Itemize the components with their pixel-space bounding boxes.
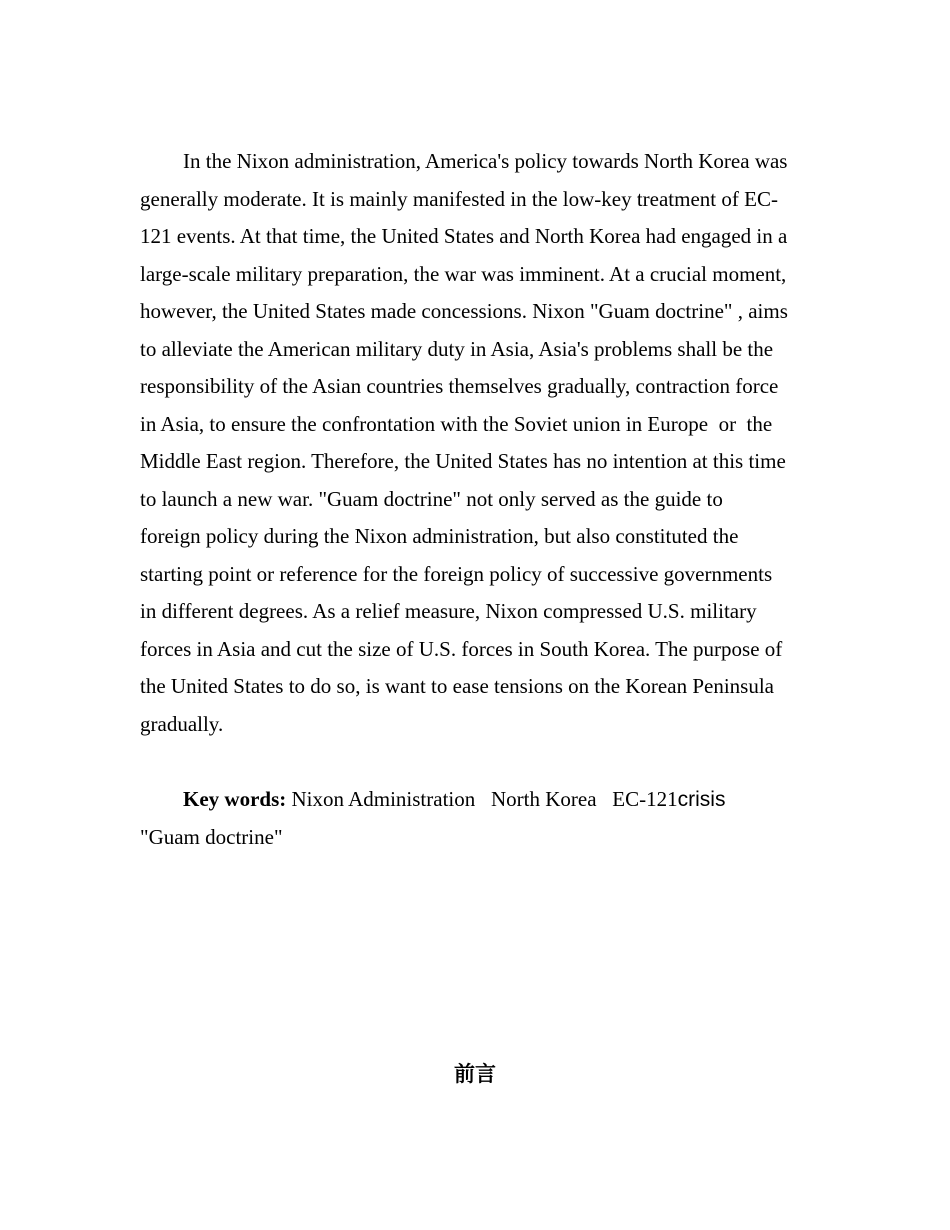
keywords-block — [140, 781, 812, 856]
abstract-line: to alleviate the American military duty in Asia, Asia's problems shall be the — [140, 336, 774, 361]
abstract-line: large-scale military preparation, the war was imminent. At a crucial moment, — [140, 261, 787, 286]
keywords-label: Key words: — [183, 787, 287, 811]
abstract-line: forces in Asia and cut the size of U.S. forces in South Korea. The purpose of — [140, 636, 783, 661]
abstract-line: however, the United States made concessions. Nixon "Guam doctrine" , aims — [140, 299, 788, 323]
abstract-line: In the Nixon administration, America's policy towards North Korea was — [183, 149, 788, 173]
abstract-paragraph — [140, 143, 812, 743]
abstract-line: generally moderate. It is mainly manifested in the low-key treatment of EC- — [140, 186, 778, 211]
keywords-continuation: "Guam doctrine" — [140, 824, 283, 849]
abstract-line: foreign policy during the Nixon administration, but also constituted the — [140, 524, 739, 548]
keywords-items: Nixon Administration North Korea EC-121 — [286, 787, 678, 811]
keywords-items-tail: crisis — [677, 788, 726, 811]
abstract-line: 121 events. At that time, the United States and North Korea had engaged in a — [140, 224, 788, 248]
abstract-line: Middle East region. Therefore, the United States has no intention at this time — [140, 449, 786, 473]
keywords-line — [140, 781, 812, 819]
abstract-line: gradually. — [140, 711, 224, 736]
abstract-line: to launch a new war. "Guam doctrine" not only served as the guide to — [140, 486, 723, 511]
abstract-line: in different degrees. As a relief measure, Nixon compressed U.S. military — [140, 599, 757, 623]
section-heading: 前言 — [454, 1062, 496, 1086]
abstract-line: in Asia, to ensure the confrontation with the Soviet union in Europe or the — [140, 411, 773, 436]
abstract-line: starting point or reference for the foreign policy of successive governments — [140, 561, 773, 586]
abstract-line: the United States to do so, is want to ease tensions on the Korean Peninsula — [140, 674, 774, 698]
abstract-line: responsibility of the Asian countries themselves gradually, contraction force — [140, 374, 779, 398]
